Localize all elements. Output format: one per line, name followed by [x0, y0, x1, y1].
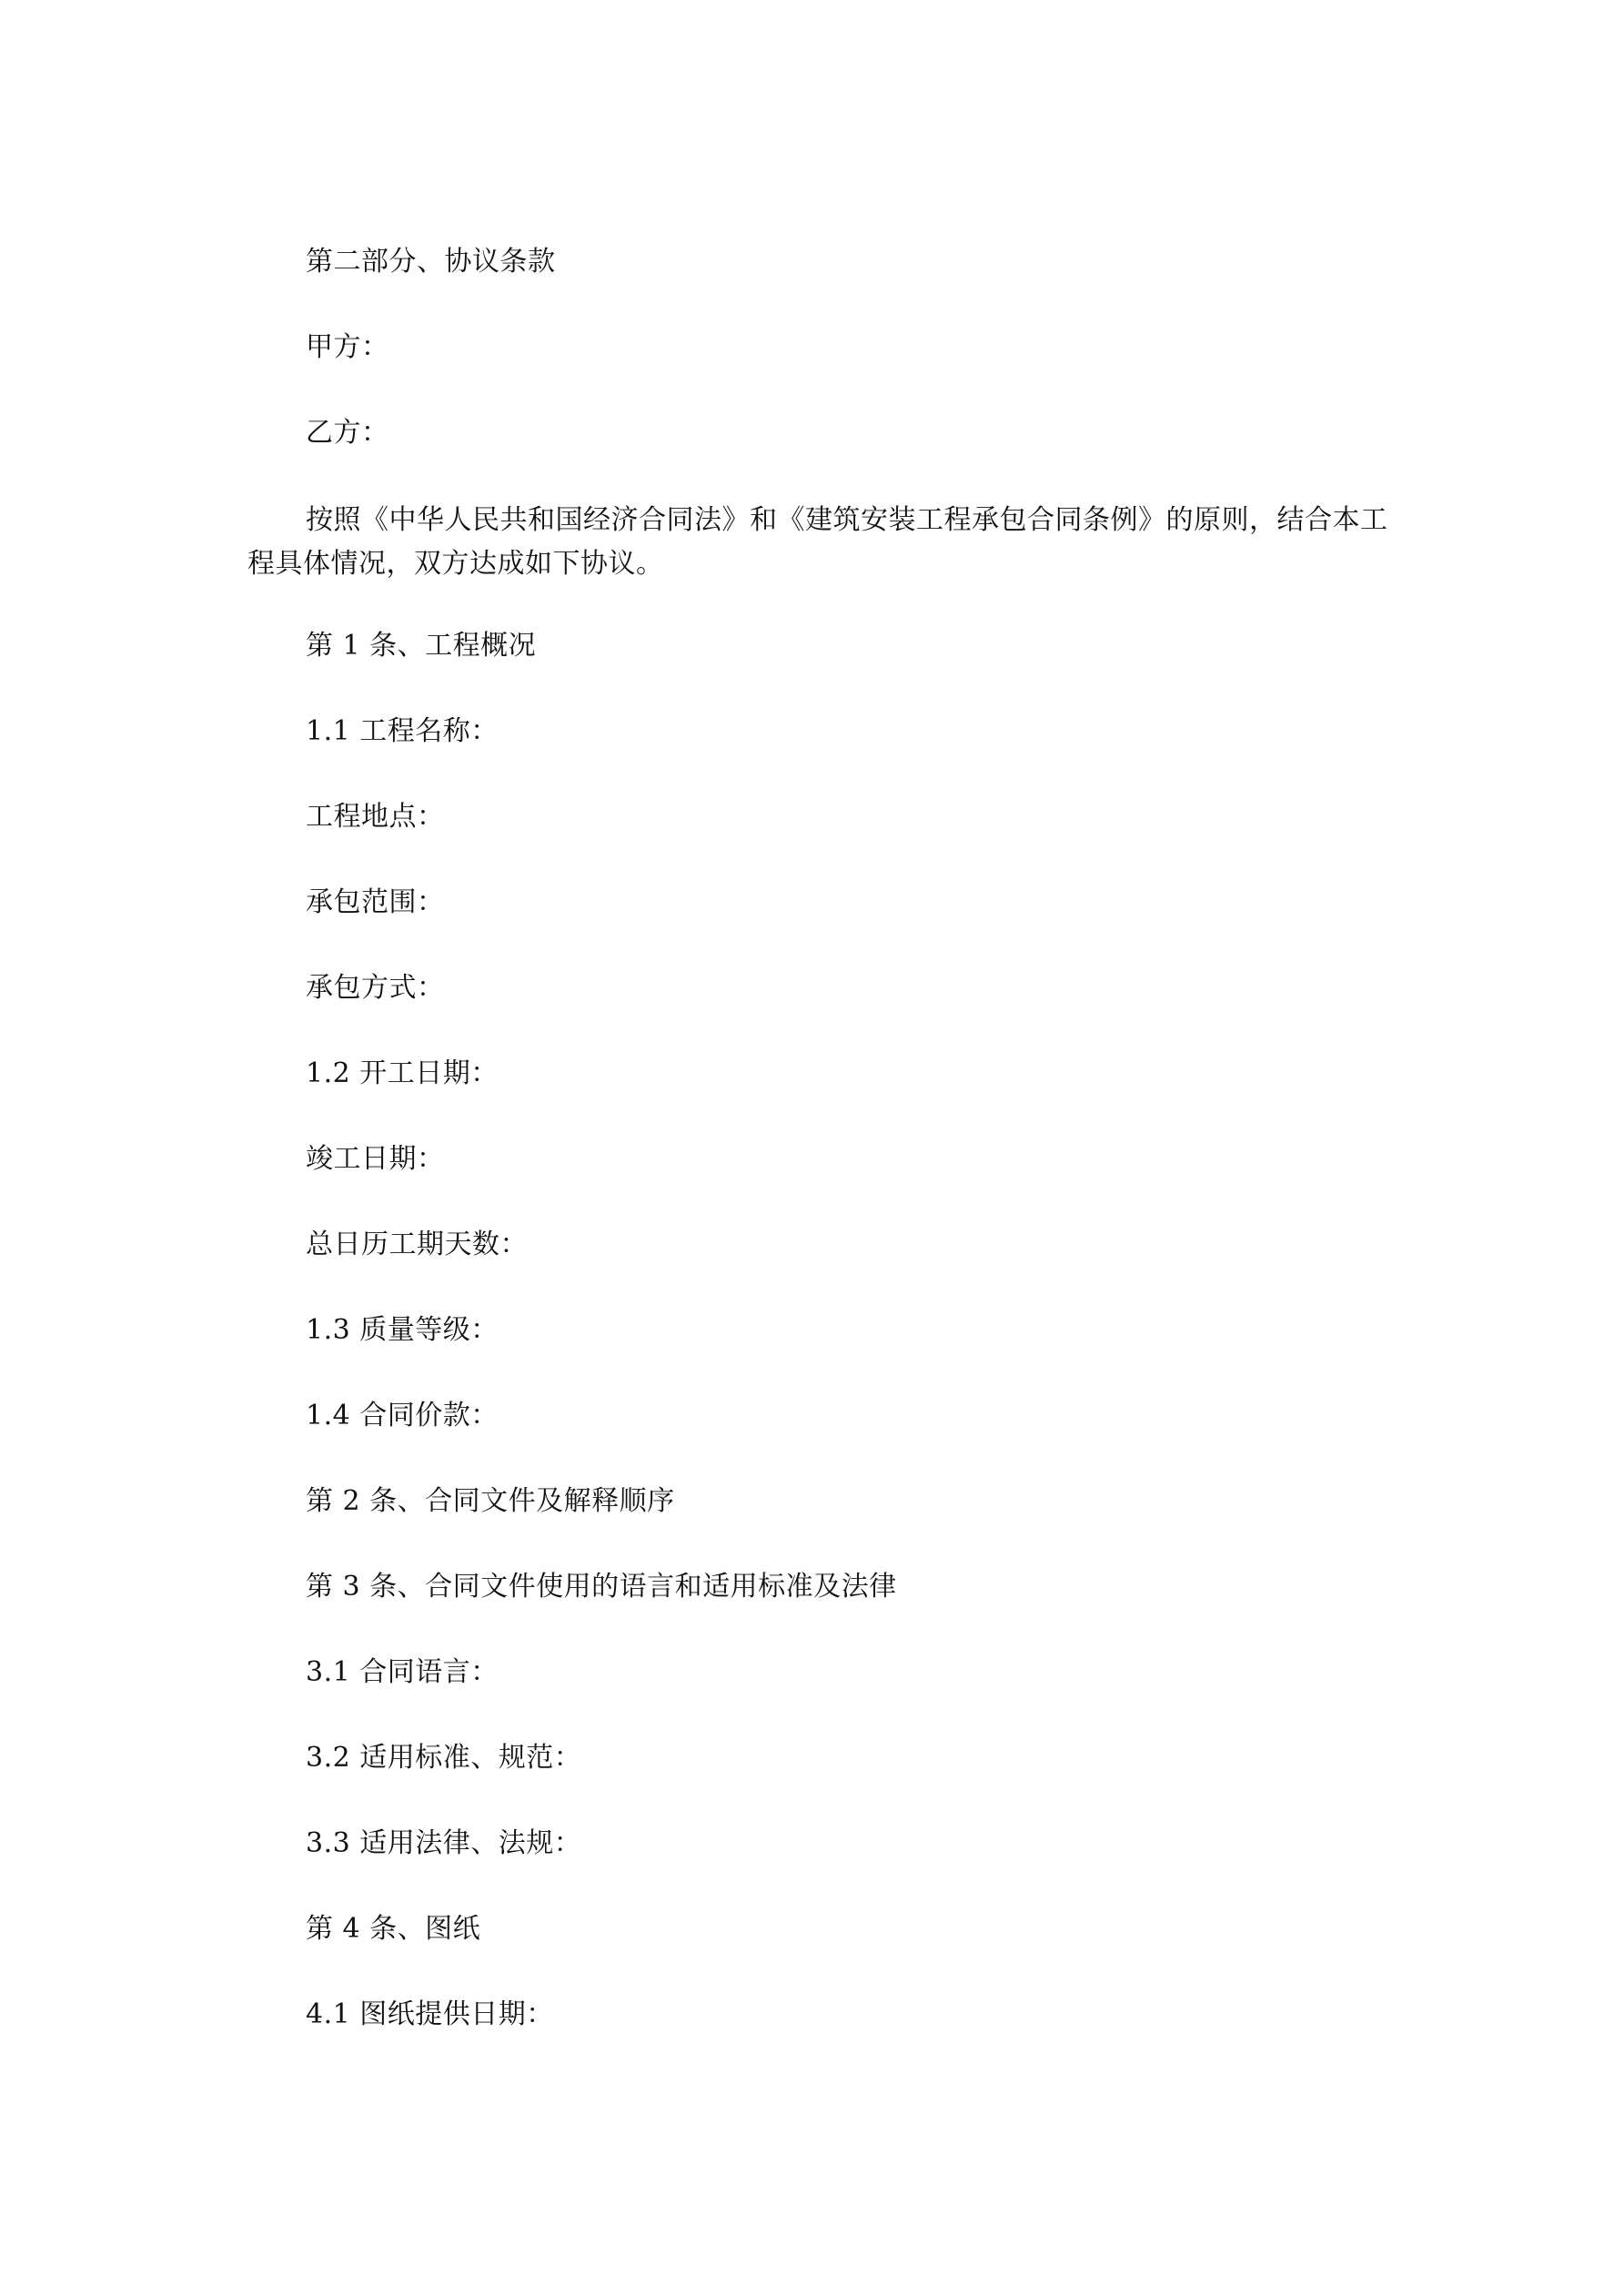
clause-project-location: 工程地点： [306, 801, 445, 833]
preamble-paragraph: 按照《中华人民共和国经济合同法》和《建筑安装工程承包合同条例》的原则，结合本工程具体情况，双方达成如下协议。 [247, 504, 1388, 580]
clause-contract-method: 承包方式： [306, 972, 445, 1004]
clause-applicable-laws: 3.3 适用法律、法规： [306, 1827, 582, 1859]
clause-applicable-standards: 3.2 适用标准、规范： [306, 1742, 582, 1774]
article-1-title: 第 1 条、工程概况 [306, 630, 537, 662]
clause-contract-language: 3.1 合同语言： [306, 1656, 499, 1688]
party-b-label: 乙方： [306, 417, 389, 449]
clause-drawing-date: 4.1 图纸提供日期： [306, 1998, 554, 2030]
party-a-label: 甲方： [306, 331, 389, 363]
clause-completion-date: 竣工日期： [306, 1143, 445, 1175]
clause-quality-grade: 1.3 质量等级： [306, 1314, 499, 1346]
section-heading: 第二部分、协议条款 [306, 246, 556, 278]
article-4-title: 第 4 条、图纸 [306, 1913, 481, 1945]
clause-total-days: 总日历工期天数： [306, 1229, 528, 1260]
clause-start-date: 1.2 开工日期： [306, 1057, 499, 1089]
article-2-title: 第 2 条、合同文件及解释顺序 [306, 1485, 675, 1517]
clause-contract-scope: 承包范围： [306, 886, 445, 918]
article-3-title: 第 3 条、合同文件使用的语言和适用标准及法律 [306, 1571, 897, 1603]
clause-contract-price: 1.4 合同价款： [306, 1400, 499, 1431]
clause-project-name: 1.1 工程名称： [306, 715, 499, 747]
